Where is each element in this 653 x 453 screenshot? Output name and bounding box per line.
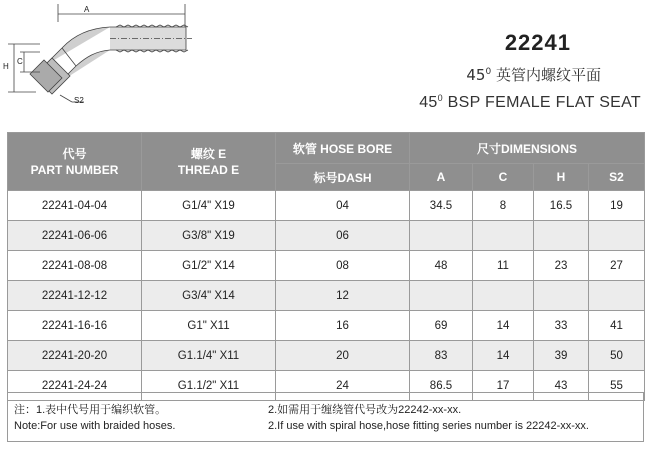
title-block [419, 30, 641, 112]
cell-dash: 06 [276, 221, 410, 251]
cell-thread: G1/2" X14 [142, 251, 276, 281]
cell-part: 22241-24-24 [8, 371, 142, 401]
cell-thread: G3/8" X19 [142, 221, 276, 251]
table-row [8, 251, 645, 281]
dimension-c-label: C [17, 57, 23, 66]
note-1 [14, 402, 175, 434]
notes-box [7, 392, 644, 442]
cell-c: 8 [473, 191, 534, 221]
header-s2: S2 [589, 164, 645, 191]
cell-dash: 20 [276, 341, 410, 371]
cell-s2: 19 [589, 191, 645, 221]
header-part-cn: 代号 [62, 146, 87, 161]
cell-thread: G1" X11 [142, 311, 276, 341]
note-2 [268, 402, 589, 434]
cell-c: 14 [473, 341, 534, 371]
header-c: C [473, 164, 534, 191]
cell-part: 22241-06-06 [8, 221, 142, 251]
cell-dash: 04 [276, 191, 410, 221]
chinese-title-text: 英管内螺纹平面 [495, 66, 601, 84]
dimension-s2-label: S2 [74, 96, 84, 105]
header-dimensions: 尺寸DIMENSIONS [410, 133, 645, 164]
cell-a: 34.5 [410, 191, 473, 221]
cell-s2: 27 [589, 251, 645, 281]
cell-s2: 50 [589, 341, 645, 371]
cell-dash: 12 [276, 281, 410, 311]
cell-s2: 41 [589, 311, 645, 341]
header-dash: 标号DASH [276, 164, 410, 191]
cell-dash: 08 [276, 251, 410, 281]
note-1-cn: 注：1.表中代号用于编织软管。 [14, 404, 167, 416]
cell-a: 86.5 [410, 371, 473, 401]
cell-part: 22241-08-08 [8, 251, 142, 281]
header-thread-en: THREAD E [177, 162, 240, 177]
header-h: H [534, 164, 589, 191]
header-hose-bore: 软管 HOSE BORE [276, 133, 410, 164]
dimension-a-label: A [84, 5, 90, 14]
note-2-cn: 2.如需用于缠绕管代号改为22242-xx-xx. [268, 404, 462, 416]
cell-part: 22241-12-12 [8, 281, 142, 311]
table-row [8, 221, 645, 251]
cell-h: 39 [534, 341, 589, 371]
cell-h: 23 [534, 251, 589, 281]
degree-mark-en: 0 [437, 93, 443, 103]
cell-c: 11 [473, 251, 534, 281]
english-title-text: BSP FEMALE FLAT SEAT [447, 94, 641, 111]
table-row [8, 191, 645, 221]
fitting-drawing [0, 0, 210, 112]
angle-value: 45 [466, 66, 486, 84]
angle-value-en: 45 [419, 94, 438, 111]
cell-a [410, 221, 473, 251]
cell-a: 83 [410, 341, 473, 371]
cell-part: 22241-16-16 [8, 311, 142, 341]
cell-dash: 24 [276, 371, 410, 401]
table-row [8, 281, 645, 311]
cell-c: 17 [473, 371, 534, 401]
cell-dash: 16 [276, 311, 410, 341]
dimension-h-label: H [3, 62, 9, 71]
degree-mark: 0 [485, 67, 492, 77]
cell-a: 69 [410, 311, 473, 341]
cell-thread: G3/4" X14 [142, 281, 276, 311]
header-part-en: PART NUMBER [30, 162, 119, 177]
cell-h: 43 [534, 371, 589, 401]
cell-part: 22241-20-20 [8, 341, 142, 371]
spec-table [7, 132, 645, 401]
cell-c: 14 [473, 311, 534, 341]
header-part-number [8, 133, 142, 191]
note-1-en: Note:For use with braided hoses. [14, 420, 176, 432]
cell-thread: G1.1/4" X11 [142, 341, 276, 371]
cell-s2 [589, 281, 645, 311]
cell-thread: G1.1/2" X11 [142, 371, 276, 401]
cell-h: 16.5 [534, 191, 589, 221]
cell-h: 33 [534, 311, 589, 341]
chinese-title [419, 64, 601, 85]
cell-s2: 55 [589, 371, 645, 401]
cell-h [534, 221, 589, 251]
cell-a: 48 [410, 251, 473, 281]
cell-s2 [589, 221, 645, 251]
cell-c [473, 281, 534, 311]
header-thread-cn: 螺纹 E [190, 146, 227, 161]
cell-a [410, 281, 473, 311]
note-2-en: 2.If use with spiral hose,hose fitting series number is 22242-xx-xx. [268, 420, 589, 432]
header-thread [142, 133, 276, 191]
cell-part: 22241-04-04 [8, 191, 142, 221]
header-a: A [410, 164, 473, 191]
table-row [8, 341, 645, 371]
cell-c [473, 221, 534, 251]
english-title [419, 93, 641, 112]
product-code: 22241 [504, 30, 571, 55]
cell-thread: G1/4" X19 [142, 191, 276, 221]
cell-h [534, 281, 589, 311]
table-row [8, 311, 645, 341]
